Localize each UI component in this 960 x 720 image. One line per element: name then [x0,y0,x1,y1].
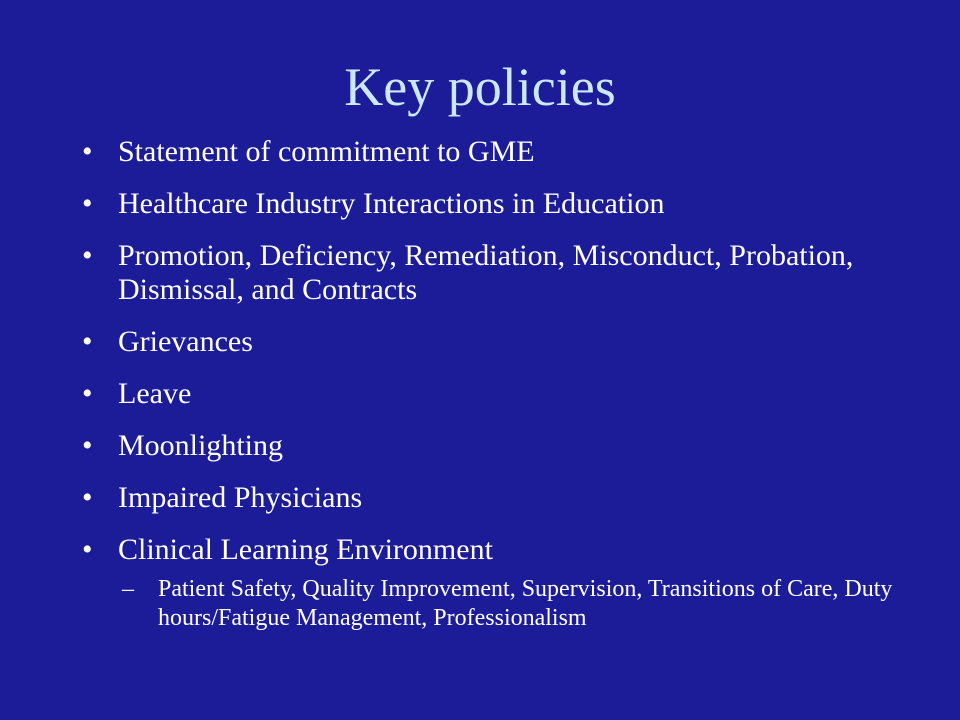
bullet-icon: • [82,377,93,410]
bullet-icon: • [82,187,93,220]
bullet-icon: • [82,533,93,566]
sub-bullet-item [122,575,912,633]
bullet-text: Healthcare Industry Interactions in Education [118,187,665,220]
bullet-icon: • [82,481,93,514]
bullet-item [82,135,912,169]
bullet-text: Statement of commitment to GME [118,135,535,168]
bullet-text: Clinical Learning Environment [118,533,493,566]
bullet-icon: • [82,429,93,462]
slide-title: Key policies [344,57,616,117]
bullet-item [82,481,912,515]
bullet-icon: • [82,135,93,168]
bullet-item [82,429,912,463]
bullet-icon: • [82,325,93,358]
bullet-item [82,533,912,567]
sub-bullet-text: Patient Safety, Quality Improvement, Supervision, Transitions of Care, Duty hours/Fatigue Management, Professionalism [158,576,893,631]
bullet-item [82,325,912,359]
bullet-text: Impaired Physicians [118,481,363,514]
bullet-item [82,239,912,307]
bullet-text: Moonlighting [118,429,284,462]
bullet-item [82,377,912,411]
bullet-icon: • [82,239,93,272]
bullet-item [82,187,912,221]
bullet-list [82,135,912,633]
bullet-text: Promotion, Deficiency, Remediation, Misconduct, Probation, Dismissal, and Contracts [118,239,854,306]
bullet-text: Grievances [118,325,253,358]
bullet-text: Leave [118,377,192,410]
dash-icon: – [122,576,134,602]
